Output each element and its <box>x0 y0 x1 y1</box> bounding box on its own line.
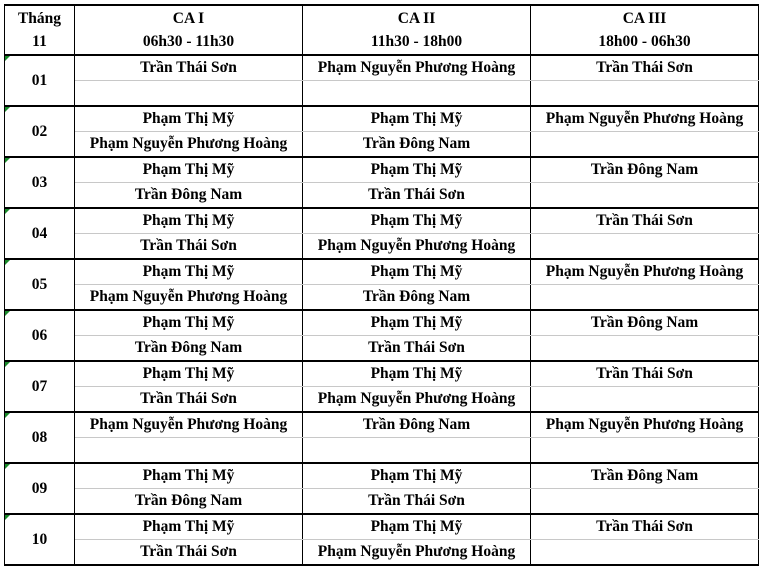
shift-2-staff-cell <box>303 81 531 107</box>
shift-3-staff-cell: Trần Thái Sơn <box>531 514 759 540</box>
shift-1-staff-cell: Trần Đông Nam <box>75 183 303 209</box>
day-cell: 04 <box>5 208 75 259</box>
shift-3-staff-cell: Phạm Nguyễn Phương Hoàng <box>531 106 759 132</box>
schedule-row <box>5 361 759 387</box>
shift-2-staff-cell: Phạm Thị Mỹ <box>303 157 531 183</box>
day-cell: 05 <box>5 259 75 310</box>
schedule-row <box>5 463 759 489</box>
shift-2-staff-cell: Trần Thái Sơn <box>303 336 531 362</box>
shift-3-staff-cell <box>531 285 759 311</box>
shift-3-staff-cell <box>531 336 759 362</box>
shift-2-staff-cell: Trần Thái Sơn <box>303 489 531 515</box>
shift-2-staff-cell: Phạm Thị Mỹ <box>303 463 531 489</box>
day-cell: 06 <box>5 310 75 361</box>
month-header-cell <box>5 5 75 55</box>
shift-1-staff-cell: Phạm Thị Mỹ <box>75 310 303 336</box>
shift-time: 11h30 - 18h00 <box>370 33 463 50</box>
shift-1-staff-cell: Phạm Nguyễn Phương Hoàng <box>75 412 303 438</box>
day-cell: 10 <box>5 514 75 565</box>
day-cell: 03 <box>5 157 75 208</box>
shift-2-staff-cell: Trần Đông Nam <box>303 412 531 438</box>
schedule-row <box>5 157 759 183</box>
shift-3-staff-cell: Trần Thái Sơn <box>531 361 759 387</box>
shift-2-staff-cell: Phạm Thị Mỹ <box>303 208 531 234</box>
shift-2-staff-cell: Trần Đông Nam <box>303 285 531 311</box>
schedule-row <box>5 55 759 81</box>
shift-2-staff-cell: Phạm Thị Mỹ <box>303 259 531 285</box>
shift-schedule-sheet <box>4 4 759 566</box>
shift-3-staff-cell <box>531 438 759 464</box>
schedule-row <box>5 106 759 132</box>
shift-time: 18h00 - 06h30 <box>598 33 691 50</box>
shift-2-staff-cell: Phạm Nguyễn Phương Hoàng <box>303 387 531 413</box>
shift-1-staff-cell: Trần Thái Sơn <box>75 234 303 260</box>
header-row <box>5 5 759 55</box>
shift-2-staff-cell: Phạm Nguyễn Phương Hoàng <box>303 540 531 566</box>
shift-1-staff-cell: Trần Thái Sơn <box>75 387 303 413</box>
schedule-row <box>5 285 759 311</box>
shift-2-staff-cell: Trần Thái Sơn <box>303 183 531 209</box>
shift-1-staff-cell: Trần Thái Sơn <box>75 540 303 566</box>
shift-name: CA III <box>622 10 667 27</box>
shift-name: CA I <box>172 10 205 27</box>
schedule-row <box>5 183 759 209</box>
shift-2-staff-cell: Phạm Thị Mỹ <box>303 514 531 540</box>
schedule-row <box>5 81 759 107</box>
schedule-row <box>5 489 759 515</box>
day-cell: 07 <box>5 361 75 412</box>
shift-1-staff-cell: Phạm Thị Mỹ <box>75 106 303 132</box>
month-label: Tháng <box>17 10 62 27</box>
shift-2-staff-cell <box>303 438 531 464</box>
shift-2-staff-cell: Phạm Nguyễn Phương Hoàng <box>303 55 531 81</box>
day-cell: 08 <box>5 412 75 463</box>
shift-3-staff-cell: Trần Thái Sơn <box>531 55 759 81</box>
shift-1-staff-cell: Phạm Nguyễn Phương Hoàng <box>75 132 303 158</box>
shift-3-staff-cell <box>531 387 759 413</box>
shift-3-staff-cell <box>531 540 759 566</box>
shift-1-staff-cell <box>75 81 303 107</box>
shift-1-staff-cell: Trần Đông Nam <box>75 489 303 515</box>
shift-3-staff-cell: Trần Đông Nam <box>531 463 759 489</box>
shift-1-staff-cell: Phạm Thị Mỹ <box>75 361 303 387</box>
shift-2-staff-cell: Phạm Thị Mỹ <box>303 310 531 336</box>
shift-1-staff-cell: Phạm Thị Mỹ <box>75 259 303 285</box>
shift-3-staff-cell <box>531 132 759 158</box>
shift-name: CA II <box>397 10 436 27</box>
day-cell: 01 <box>5 55 75 106</box>
shift-3-staff-cell: Phạm Nguyễn Phương Hoàng <box>531 412 759 438</box>
shift-3-header-cell <box>531 5 759 55</box>
shift-2-staff-cell: Phạm Thị Mỹ <box>303 106 531 132</box>
shift-1-staff-cell: Phạm Nguyễn Phương Hoàng <box>75 285 303 311</box>
shift-2-staff-cell: Phạm Thị Mỹ <box>303 361 531 387</box>
shift-schedule-table <box>4 4 759 566</box>
schedule-row <box>5 132 759 158</box>
shift-2-header-cell <box>303 5 531 55</box>
schedule-row <box>5 540 759 566</box>
shift-1-staff-cell: Trần Đông Nam <box>75 336 303 362</box>
shift-3-staff-cell <box>531 234 759 260</box>
shift-1-staff-cell: Phạm Thị Mỹ <box>75 157 303 183</box>
shift-3-staff-cell <box>531 183 759 209</box>
shift-1-header-cell <box>75 5 303 55</box>
schedule-row <box>5 234 759 260</box>
day-cell: 09 <box>5 463 75 514</box>
schedule-row <box>5 514 759 540</box>
schedule-row <box>5 412 759 438</box>
shift-3-staff-cell <box>531 81 759 107</box>
month-value: 11 <box>32 33 47 50</box>
schedule-row <box>5 310 759 336</box>
schedule-row <box>5 259 759 285</box>
shift-3-staff-cell: Trần Đông Nam <box>531 310 759 336</box>
day-cell: 02 <box>5 106 75 157</box>
shift-3-staff-cell <box>531 489 759 515</box>
schedule-row <box>5 387 759 413</box>
schedule-row <box>5 208 759 234</box>
shift-1-staff-cell: Phạm Thị Mỹ <box>75 208 303 234</box>
shift-time: 06h30 - 11h30 <box>142 33 235 50</box>
shift-3-staff-cell: Trần Thái Sơn <box>531 208 759 234</box>
shift-1-staff-cell: Phạm Thị Mỹ <box>75 463 303 489</box>
shift-3-staff-cell: Trần Đông Nam <box>531 157 759 183</box>
schedule-row <box>5 438 759 464</box>
shift-2-staff-cell: Trần Đông Nam <box>303 132 531 158</box>
schedule-row <box>5 336 759 362</box>
shift-3-staff-cell: Phạm Nguyễn Phương Hoàng <box>531 259 759 285</box>
shift-1-staff-cell <box>75 438 303 464</box>
shift-1-staff-cell: Trần Thái Sơn <box>75 55 303 81</box>
shift-2-staff-cell: Phạm Nguyễn Phương Hoàng <box>303 234 531 260</box>
shift-1-staff-cell: Phạm Thị Mỹ <box>75 514 303 540</box>
